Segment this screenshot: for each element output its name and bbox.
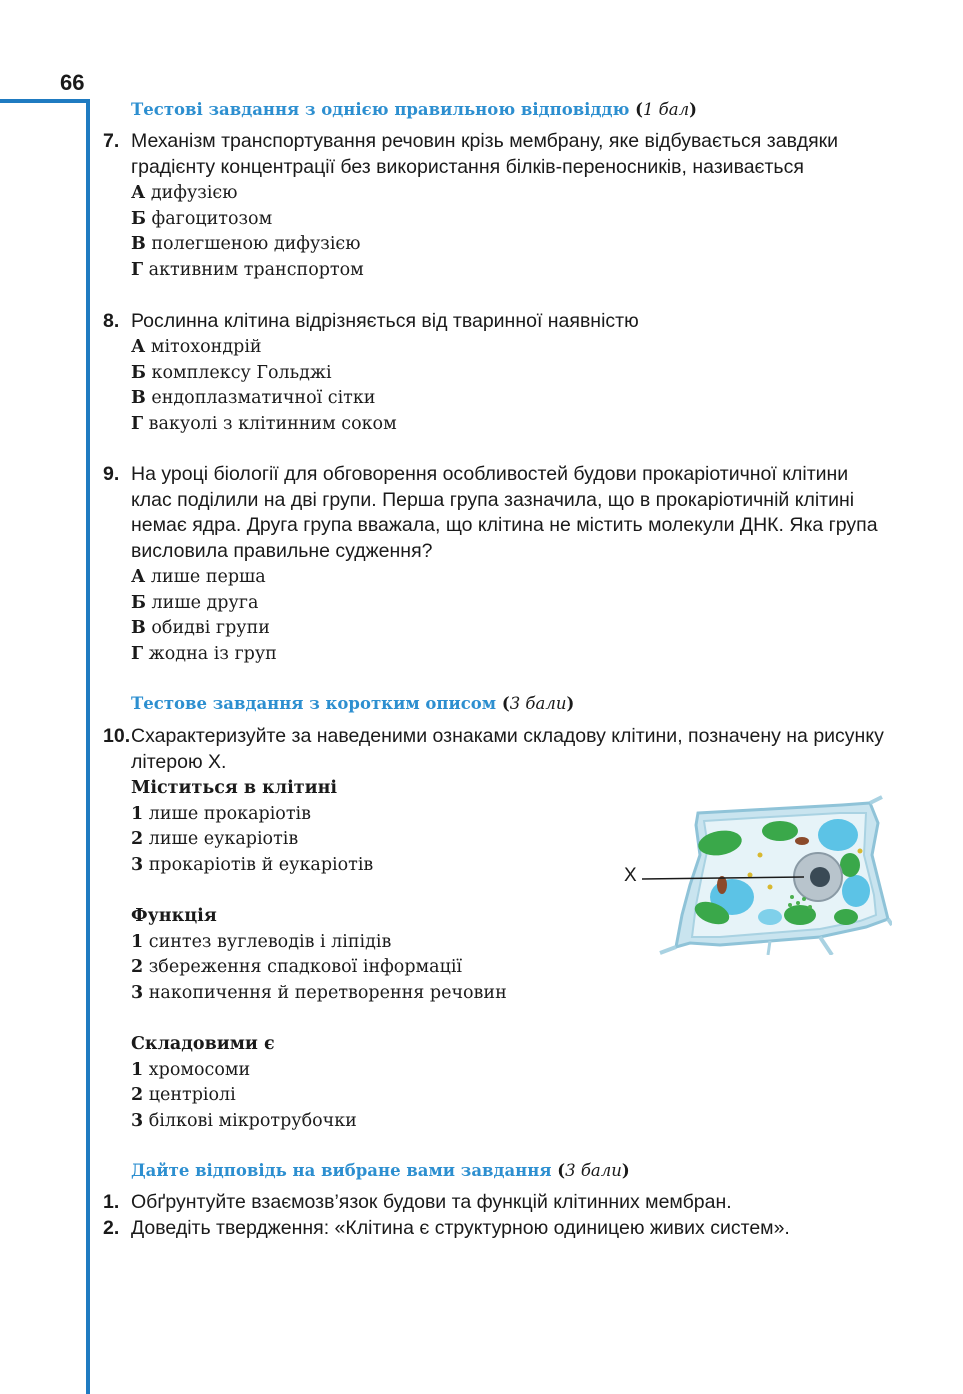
chloroplast [762, 821, 798, 841]
task-text: Обґрунтуйте взаємозв’язок будови та функцій клітинних мембран. [131, 1191, 732, 1213]
section-points: (3 бали) [557, 1161, 630, 1180]
option-d[interactable]: Г вакуолі з клітинним соком [131, 413, 397, 434]
ribosome [808, 905, 812, 909]
question-text: Механізм транспортування речовин крізь мембрану, яке відбувається завдяки градієнту концентрації без використання білків-переносників, називається [131, 130, 839, 178]
ribosome [796, 901, 800, 905]
open-task-2 [103, 1216, 893, 1242]
option-b[interactable]: Б лише друга [131, 592, 259, 613]
section-points: (3 бали) [501, 694, 575, 713]
vacuole [842, 875, 870, 907]
margin-rule-horizontal [0, 99, 90, 103]
open-task-1 [103, 1190, 893, 1216]
section-heading-choose-task [131, 1161, 630, 1180]
option-a[interactable]: А мітохондрій [131, 337, 262, 357]
section-title: Тестові завдання з однією правильною відповіддю [131, 100, 630, 119]
question-8 [103, 309, 893, 335]
group-item[interactable]: 1 синтез вуглеводів і ліпідів [131, 931, 392, 952]
wall-extension [820, 937, 832, 955]
task-number: 1. [103, 1191, 120, 1213]
group-item[interactable]: 1 лише прокаріотів [131, 803, 311, 824]
q10-group-function [131, 904, 507, 1006]
option-c[interactable]: В ендоплазматичної сітки [131, 388, 376, 409]
option-c[interactable]: В полегшеною дифузією [131, 234, 361, 255]
figure-label-x: Х [624, 865, 637, 886]
task-number: 2. [103, 1217, 120, 1239]
wall-extension [660, 947, 676, 953]
option-a[interactable]: А дифузією [131, 183, 238, 203]
group-item[interactable]: 1 хромосоми [131, 1059, 251, 1080]
section-heading-short-description [131, 694, 574, 713]
section-title: Дайте відповідь на вибране вами завдання [131, 1161, 552, 1180]
ribosome [790, 895, 794, 899]
section-heading-single-answer [131, 100, 697, 119]
granule [748, 873, 753, 878]
granule [758, 853, 763, 858]
ribosome [802, 897, 806, 901]
option-d[interactable]: Г активним транспортом [131, 259, 364, 280]
group-item[interactable]: 3 прокаріотів й еукаріотів [131, 854, 374, 875]
question-9-options [131, 565, 277, 667]
page-number: 66 [60, 70, 85, 95]
ribosome [788, 903, 792, 907]
section-title: Тестове завдання з коротким описом [131, 694, 497, 713]
section-points: (1 бал) [635, 100, 697, 119]
group-item[interactable]: 2 лише еукаріотів [131, 829, 299, 850]
option-c[interactable]: В обидві групи [131, 618, 270, 639]
option-d[interactable]: Г жодна із груп [131, 643, 277, 664]
option-b[interactable]: Б комплексу Гольджі [131, 362, 332, 383]
question-7 [103, 129, 893, 180]
group-title: Складовими є [131, 1034, 275, 1054]
group-item[interactable]: 3 білкові мікротрубочки [131, 1110, 357, 1131]
vacuole [758, 909, 782, 925]
group-item[interactable]: 3 накопичення й перетворення речовин [131, 982, 507, 1003]
group-item[interactable]: 2 центріолі [131, 1085, 236, 1106]
group-item[interactable]: 2 збереження спадкової інформації [131, 957, 463, 978]
granule [768, 885, 773, 890]
question-number: 10. [103, 725, 131, 747]
task-text: Доведіть твердження: «Клітина є структурною одиницею живих систем». [131, 1217, 790, 1239]
group-title: Функція [131, 906, 217, 926]
question-number: 7. [103, 130, 120, 152]
chloroplast [834, 909, 858, 925]
question-7-options [131, 181, 364, 283]
q10-group-components [131, 1032, 357, 1134]
question-number: 9. [103, 463, 120, 485]
question-9 [103, 462, 893, 564]
option-b[interactable]: Б фагоцитозом [131, 208, 273, 229]
wall-extension [888, 919, 892, 925]
question-text: Схарактеризуйте за наведеними ознаками складову клітини, позначену на рисунку літерою Х. [131, 725, 884, 773]
plant-cell-illustration [620, 795, 892, 955]
group-title: Міститься в клітині [131, 778, 338, 798]
wall-extension [768, 941, 770, 955]
question-text: На уроці біології для обговорення особливостей будови прокаріотичної клітини клас поділили на дві групи. Перша група зазначила, що в прокаріотичній клітині немає ядра. Друга група вважала, що клітина не містить молекули ДНК. Яка група висловила правильне судження? [131, 463, 878, 562]
question-8-options [131, 335, 397, 437]
option-a[interactable]: А лише перша [131, 567, 266, 587]
question-text: Рослинна клітина відрізняється від тваринної наявністю [131, 310, 639, 332]
wall-extension [870, 797, 882, 803]
granule [858, 849, 863, 854]
mitochondrion [795, 837, 809, 845]
question-10 [103, 724, 893, 775]
q10-group-location [131, 776, 373, 878]
nucleolus [810, 867, 830, 887]
vacuole [818, 819, 858, 851]
question-number: 8. [103, 310, 120, 332]
chloroplast [840, 853, 860, 877]
margin-rule-vertical [86, 99, 90, 1394]
